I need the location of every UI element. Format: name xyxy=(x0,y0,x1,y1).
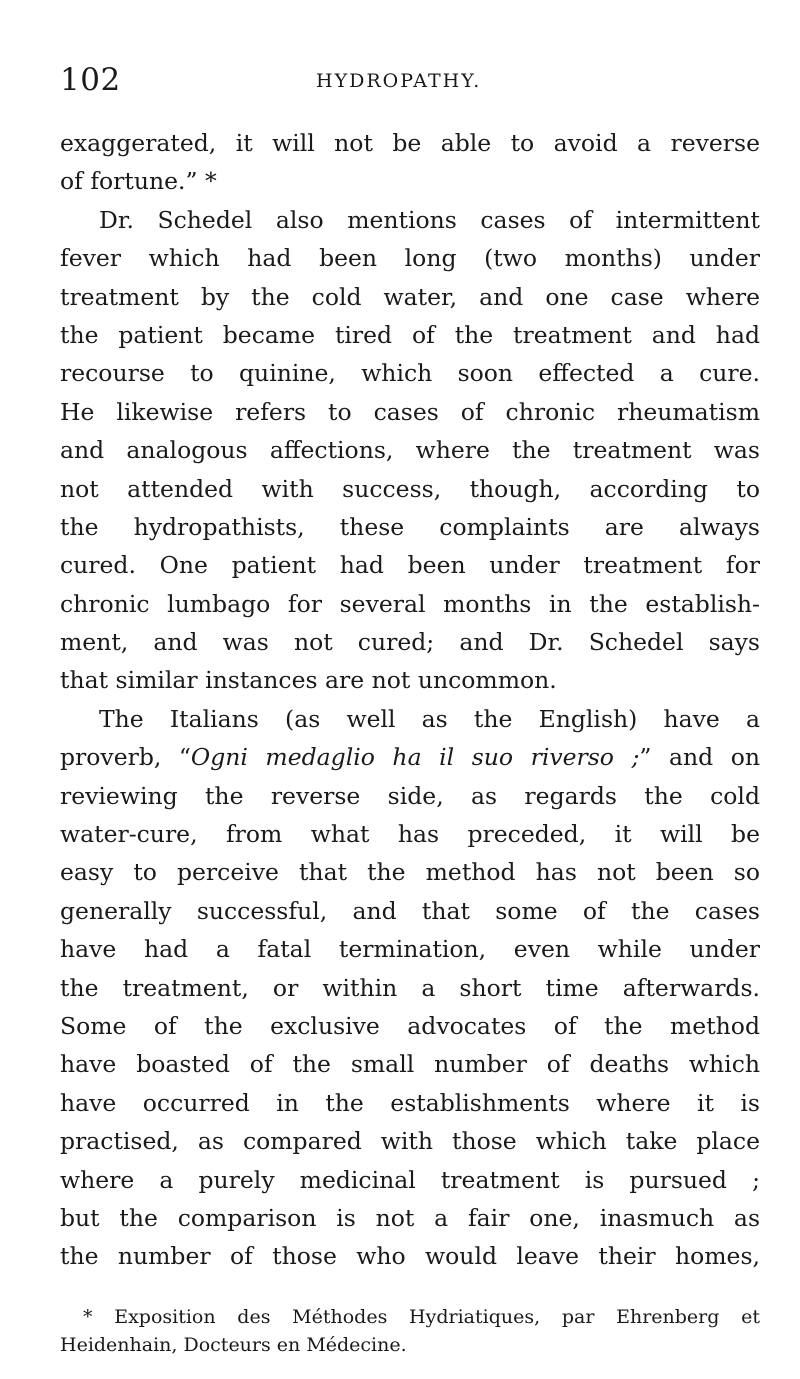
text-line: practised, as compared with those which take place xyxy=(60,1127,760,1156)
text-line: where a purely medicinal treatment is pursued ; xyxy=(60,1165,760,1194)
proverb-lead: proverb, “ xyxy=(60,743,191,772)
text-line: cured. One patient had been under treatment for xyxy=(60,551,760,580)
text-line: have occurred in the establishments where it is xyxy=(60,1088,760,1117)
text-line: the patient became tired of the treatment and had xyxy=(60,320,760,349)
text-line: reviewing the reverse side, as regards the cold xyxy=(60,781,760,810)
text-line: generally successful, and that some of the cases xyxy=(60,896,760,925)
page-header xyxy=(60,60,760,100)
text-line-with-proverb xyxy=(60,738,760,776)
text-line: but the comparison is not a fair one, inasmuch as xyxy=(60,1203,760,1232)
running-head: HYDROPATHY. xyxy=(316,70,482,92)
text-line: Some of the exclusive advocates of the method xyxy=(60,1011,760,1040)
text-line: have boasted of the small number of deaths which xyxy=(60,1050,760,1079)
text-line: ment, and was not cured; and Dr. Schedel says xyxy=(60,628,760,657)
text-line: exaggerated, it will not be able to avoid a reverse xyxy=(60,129,760,157)
text-line: recourse to quinine, which soon effected a cure. xyxy=(60,359,760,388)
text-line: the hydropathists, these complaints are always xyxy=(60,512,760,541)
italian-proverb: Ogni medaglio ha il suo riverso ; xyxy=(190,743,640,772)
text-line: not attended with success, though, according to xyxy=(60,474,760,503)
text-line: He likewise refers to cases of chronic rheumatism xyxy=(60,397,760,426)
text-line: fever which had been long (two months) under xyxy=(60,244,760,273)
text-line: water-cure, from what has preceded, it will be xyxy=(60,820,760,849)
footnote-line: * Exposition des Méthodes Hydriatiques, par Ehrenberg et xyxy=(83,1306,760,1328)
body-text xyxy=(60,124,760,1276)
proverb-tail: ” and on xyxy=(639,743,760,772)
text-line: the treatment, or within a short time afterwards. xyxy=(60,973,760,1002)
text-line: have had a fatal termination, even while under xyxy=(60,935,760,964)
text-line: and analogous affections, where the treatment was xyxy=(60,436,760,465)
text-line: of fortune.” * xyxy=(60,167,217,196)
text-line: treatment by the cold water, and one case where xyxy=(60,282,760,311)
footnote-line: Heidenhain, Docteurs en Médecine. xyxy=(60,1334,407,1356)
text-line: chronic lumbago for several months in the establish- xyxy=(60,589,760,618)
text-line: easy to perceive that the method has not been so xyxy=(60,858,760,887)
page-number: 102 xyxy=(60,62,121,98)
text-line: the number of those who would leave their homes, xyxy=(60,1242,760,1271)
text-line: that similar instances are not uncommon. xyxy=(60,666,557,695)
paragraph-first-line: Dr. Schedel also mentions cases of intermittent xyxy=(99,205,760,234)
paragraph-first-line: The Italians (as well as the English) have a xyxy=(99,704,760,733)
footnote xyxy=(60,1303,760,1359)
